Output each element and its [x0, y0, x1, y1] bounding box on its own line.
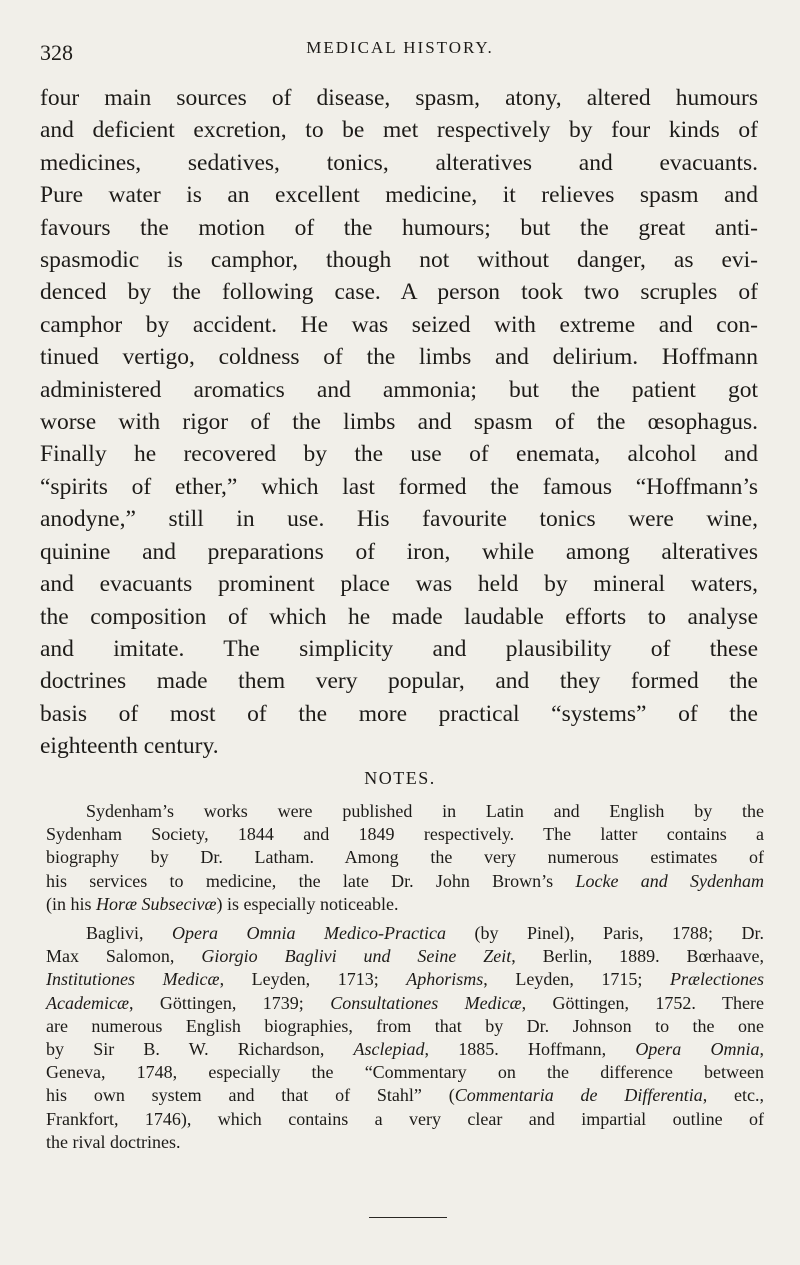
note-line: Geneva, 1748, especially the “Commentary on the difference between — [46, 1062, 764, 1083]
note-text: , Göttingen, 1739; — [128, 992, 331, 1013]
book-title: Institutiones Medicæ — [46, 969, 220, 990]
body-line: and evacuants prominent place was held by mineral waters, — [40, 571, 758, 598]
note-text: ) is especially noticeable. — [216, 893, 399, 914]
note-text: , 1885. Hoffmann, — [424, 1039, 636, 1060]
note-line: Sydenham Society, 1844 and 1849 respectively. The latter contains a — [46, 824, 764, 845]
body-line: quinine and preparations of iron, while among alteratives — [40, 538, 758, 565]
book-title: Academicæ — [46, 992, 129, 1013]
page-header — [40, 30, 760, 70]
body-line: spasmodic is camphor, though not without danger, as evi- — [40, 247, 758, 274]
body-line: Pure water is an excellent medicine, it relieves spasm and — [40, 182, 758, 209]
book-title: Aphorisms — [406, 969, 484, 990]
notes-section — [46, 800, 764, 1160]
body-line: “spirits of ether,” which last formed the famous “Hoffmann’s — [40, 473, 758, 500]
note-line: the rival doctrines. — [46, 1131, 181, 1152]
note-line: Frankfort, 1746), which contains a very clear and impartial outline of — [46, 1108, 764, 1129]
page-number: 328 — [40, 40, 73, 65]
note-line: biography by Dr. Latham. Among the very numerous estimates of — [46, 847, 764, 868]
book-title: Locke and Sydenham — [575, 870, 764, 891]
book-title: Prælectiones — [670, 969, 764, 990]
book-title: Giorgio Baglivi und Seine Zeit — [201, 946, 512, 967]
note-paragraph-baglivi — [46, 922, 764, 1154]
book-title: Consultationes Medicæ — [330, 992, 522, 1013]
body-line: doctrines made them very popular, and they formed the — [40, 668, 758, 695]
note-text: , Leyden, 1715; — [483, 969, 671, 990]
note-text: his own system and that of Stahl” ( — [46, 1085, 455, 1106]
running-head: MEDICAL HISTORY. — [306, 38, 494, 57]
note-text: Max Salomon, — [46, 946, 202, 967]
body-line: administered aromatics and ammonia; but the patient got — [40, 376, 758, 403]
book-title: Asclepiad — [353, 1039, 425, 1060]
book-title: Opera Omnia Medico-Practica — [172, 923, 446, 944]
note-line — [46, 945, 764, 968]
note-line — [46, 1084, 764, 1107]
body-line: denced by the following case. A person took two scruples of — [40, 279, 758, 306]
body-line: medicines, sedatives, tonics, alteratives and evacuants. — [40, 149, 758, 176]
body-line: tinued vertigo, coldness of the limbs and delirium. Hoffmann — [40, 344, 758, 371]
body-text — [40, 82, 758, 763]
note-text: , Göttingen, 1752. There — [521, 992, 764, 1013]
note-text: , Berlin, 1889. Bœrhaave, — [511, 946, 764, 967]
section-divider — [369, 1217, 447, 1218]
note-line — [46, 992, 764, 1015]
book-title: Opera Omnia — [635, 1039, 760, 1060]
note-line — [46, 870, 764, 893]
note-line — [46, 893, 764, 916]
body-line: the composition of which he made laudable efforts to analyse — [40, 603, 758, 630]
note-text: (in his — [46, 893, 97, 914]
note-text: by Sir B. W. Richardson, — [46, 1039, 354, 1060]
book-title: Horæ Subsecivæ — [96, 893, 217, 914]
note-line: are numerous English biographies, from that by Dr. Johnson to the one — [46, 1015, 764, 1036]
note-line — [46, 1038, 764, 1061]
book-title: Commentaria de Differentia — [454, 1085, 703, 1106]
note-paragraph-sydenham — [46, 800, 764, 916]
note-line — [46, 922, 764, 945]
body-line: Finally he recovered by the use of enemata, alcohol and — [40, 441, 758, 468]
note-text: , — [759, 1039, 765, 1060]
note-line — [46, 968, 764, 991]
note-text: Baglivi, — [86, 923, 173, 944]
note-text: , etc., — [702, 1085, 765, 1106]
body-line: eighteenth century. — [40, 733, 219, 760]
body-line: basis of most of the more practical “systems” of the — [40, 700, 758, 727]
note-text: , Leyden, 1713; — [219, 969, 407, 990]
notes-heading: NOTES. — [364, 768, 436, 788]
body-line: and deficient excretion, to be met respectively by four kinds of — [40, 117, 758, 144]
body-line: worse with rigor of the limbs and spasm of the œsophagus. — [40, 409, 758, 436]
body-line: camphor by accident. He was seized with extreme and con- — [40, 311, 758, 338]
note-line: Sydenham’s works were published in Latin and English by the — [86, 801, 764, 821]
body-line: and imitate. The simplicity and plausibility of these — [40, 635, 758, 662]
note-text: his services to medicine, the late Dr. John Brown’s — [46, 870, 576, 891]
body-line: four main sources of disease, spasm, atony, altered humours — [40, 85, 758, 111]
body-line: favours the motion of the humours; but the great anti- — [40, 214, 758, 241]
note-text: (by Pinel), Paris, 1788; Dr. — [445, 923, 764, 944]
body-line: anodyne,” still in use. His favourite tonics were wine, — [40, 506, 758, 533]
